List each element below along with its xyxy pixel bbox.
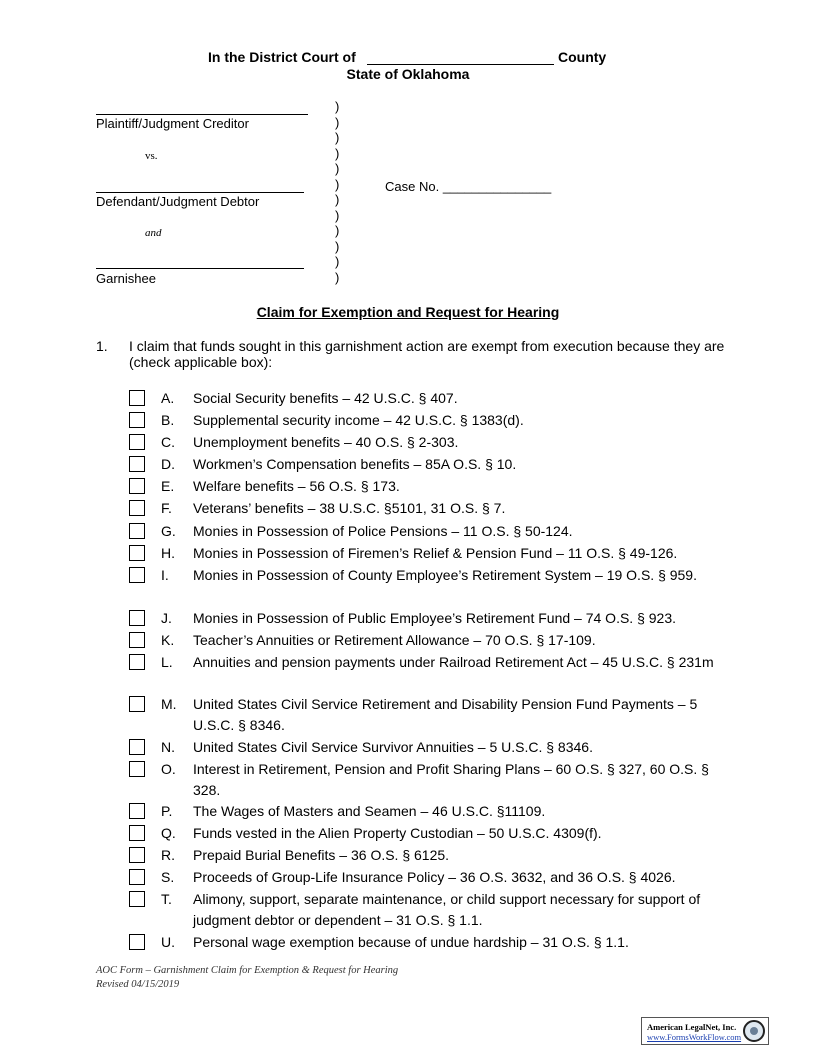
exemption-text: Alimony, support, separate maintenance, or child support necessary for support of judgment debtor or dependent – 31 O.S. § 1.1. (193, 891, 701, 928)
exemption-checkbox[interactable] (129, 412, 145, 428)
exemption-checkbox[interactable] (129, 803, 145, 819)
exemption-letter: O. (161, 761, 176, 777)
exemption-text: United States Civil Service Survivor Annuities – 5 U.S.C. § 8346. (193, 739, 593, 755)
exemption-text: Monies in Possession of Police Pensions – 11 O.S. § 50-124. (193, 523, 573, 539)
exemption-checkbox[interactable] (129, 610, 145, 626)
exemption-letter: E. (161, 478, 175, 494)
caption-bracket: ) ) ) ) ) ) ) ) ) ) ) ) (335, 99, 340, 285)
exemption-text: Proceeds of Group-Life Insurance Policy – 36 O.S. 3632, and 36 O.S. § 4026. (193, 869, 676, 885)
exemption-checkbox[interactable] (129, 545, 145, 561)
and-text: and (145, 227, 162, 239)
defendant-blank-line[interactable] (96, 192, 304, 193)
case-no-blank[interactable]: _______________ (442, 179, 552, 194)
section-text: I claim that funds sought in this garnishment action are exempt from execution because they are (check applicable box): (129, 338, 725, 370)
exemption-letter: F. (161, 500, 172, 516)
form-title (0, 304, 816, 320)
exemption-checkbox[interactable] (129, 523, 145, 539)
exemption-letter: B. (161, 412, 175, 428)
plaintiff-label: Plaintiff/Judgment Creditor (96, 116, 249, 131)
exemption-checkbox[interactable] (129, 390, 145, 406)
exemption-checkbox[interactable] (129, 632, 145, 648)
exemption-letter: J. (161, 610, 172, 626)
exemption-checkbox[interactable] (129, 696, 145, 712)
exemption-text: Monies in Possession of Firemen’s Relief & Pension Fund – 11 O.S. § 49-126. (193, 545, 678, 561)
case-number-field[interactable] (385, 179, 551, 194)
exemption-letter: Q. (161, 825, 176, 841)
exemption-checkbox[interactable] (129, 869, 145, 885)
defendant-label: Defendant/Judgment Debtor (96, 194, 260, 209)
exemption-letter: A. (161, 390, 175, 406)
exemption-letter: N. (161, 739, 175, 755)
state-heading: State of Oklahoma (346, 66, 470, 82)
exemption-text: Teacher’s Annuities or Retirement Allowance – 70 O.S. § 17-109. (193, 632, 596, 648)
exemption-text: Workmen’s Compensation benefits – 85A O.S. § 10. (193, 456, 517, 472)
exemption-text: The Wages of Masters and Seamen – 46 U.S.C. §11109. (193, 803, 546, 819)
exemption-checkbox[interactable] (129, 500, 145, 516)
exemption-letter: U. (161, 934, 175, 950)
exemption-text: Funds vested in the Alien Property Custodian – 50 U.S.C. 4309(f). (193, 825, 602, 841)
exemption-checkbox[interactable] (129, 456, 145, 472)
americanlegalnet-logo[interactable] (641, 1017, 769, 1045)
exemption-text: Monies in Possession of County Employee’s Retirement System – 19 O.S. § 959. (193, 567, 697, 583)
exemption-checkbox[interactable] (129, 739, 145, 755)
exemption-letter: R. (161, 847, 175, 863)
exemption-checkbox[interactable] (129, 891, 145, 907)
exemption-text: Supplemental security income – 42 U.S.C. § 1383(d). (193, 412, 524, 428)
exemption-checkbox[interactable] (129, 434, 145, 450)
exemption-letter: P. (161, 803, 173, 819)
garnishee-blank-line[interactable] (96, 268, 304, 269)
exemption-letter: G. (161, 523, 176, 539)
exemption-letter: S. (161, 869, 175, 885)
exemption-letter: K. (161, 632, 175, 648)
exemption-text: Interest in Retirement, Pension and Profit Sharing Plans – 60 O.S. § 327, 60 O.S. § 328. (193, 761, 709, 798)
exemption-letter: H. (161, 545, 175, 561)
plaintiff-blank-line[interactable] (96, 114, 308, 115)
exemption-text: Prepaid Burial Benefits – 36 O.S. § 6125. (193, 847, 450, 863)
exemption-text: Unemployment benefits – 40 O.S. § 2-303. (193, 434, 459, 450)
globe-icon (743, 1020, 765, 1042)
exemption-text: Veterans’ benefits – 38 U.S.C. §5101, 31 O.S. § 7. (193, 500, 506, 516)
garnishee-label: Garnishee (96, 271, 156, 286)
court-suffix: County (558, 49, 607, 65)
exemption-checkbox[interactable] (129, 478, 145, 494)
footer-form-name: AOC Form – Garnishment Claim for Exemption & Request for Hearing (96, 965, 399, 976)
logo-name: American LegalNet, Inc. (647, 1022, 737, 1032)
exemption-checkbox[interactable] (129, 654, 145, 670)
exemption-letter: I. (161, 567, 169, 583)
form-title-text: Claim for Exemption and Request for Hearing (256, 304, 560, 320)
exemption-text: Personal wage exemption because of undue hardship – 31 O.S. § 1.1. (193, 934, 629, 950)
section-number: 1. (96, 338, 108, 354)
exemption-text: Annuities and pension payments under Railroad Retirement Act – 45 U.S.C. § 231m (193, 654, 714, 670)
exemption-checkbox[interactable] (129, 567, 145, 583)
exemption-text: United States Civil Service Retirement and Disability Pension Fund Payments – 5 U.S.C. § 8346. (193, 696, 698, 733)
exemption-checkbox[interactable] (129, 847, 145, 863)
county-blank-line[interactable] (367, 64, 554, 65)
vs-text: vs. (145, 150, 158, 162)
exemption-text: Social Security benefits – 42 U.S.C. § 407. (193, 390, 458, 406)
exemption-letter: T. (161, 891, 172, 907)
exemption-letter: L. (161, 654, 173, 670)
exemption-checkbox[interactable] (129, 934, 145, 950)
exemption-letter: C. (161, 434, 175, 450)
footer-revised: Revised 04/15/2019 (96, 979, 180, 990)
exemption-text: Welfare benefits – 56 O.S. § 173. (193, 478, 400, 494)
exemption-letter: D. (161, 456, 175, 472)
case-no-label: Case No. (385, 179, 440, 194)
exemption-checkbox[interactable] (129, 825, 145, 841)
exemption-checkbox[interactable] (129, 761, 145, 777)
exemption-text: Monies in Possession of Public Employee’s Retirement Fund – 74 O.S. § 923. (193, 610, 676, 626)
logo-url[interactable]: www.FormsWorkFlow.com (647, 1032, 742, 1042)
court-prefix: In the District Court of (208, 49, 356, 65)
exemption-letter: M. (161, 696, 177, 712)
